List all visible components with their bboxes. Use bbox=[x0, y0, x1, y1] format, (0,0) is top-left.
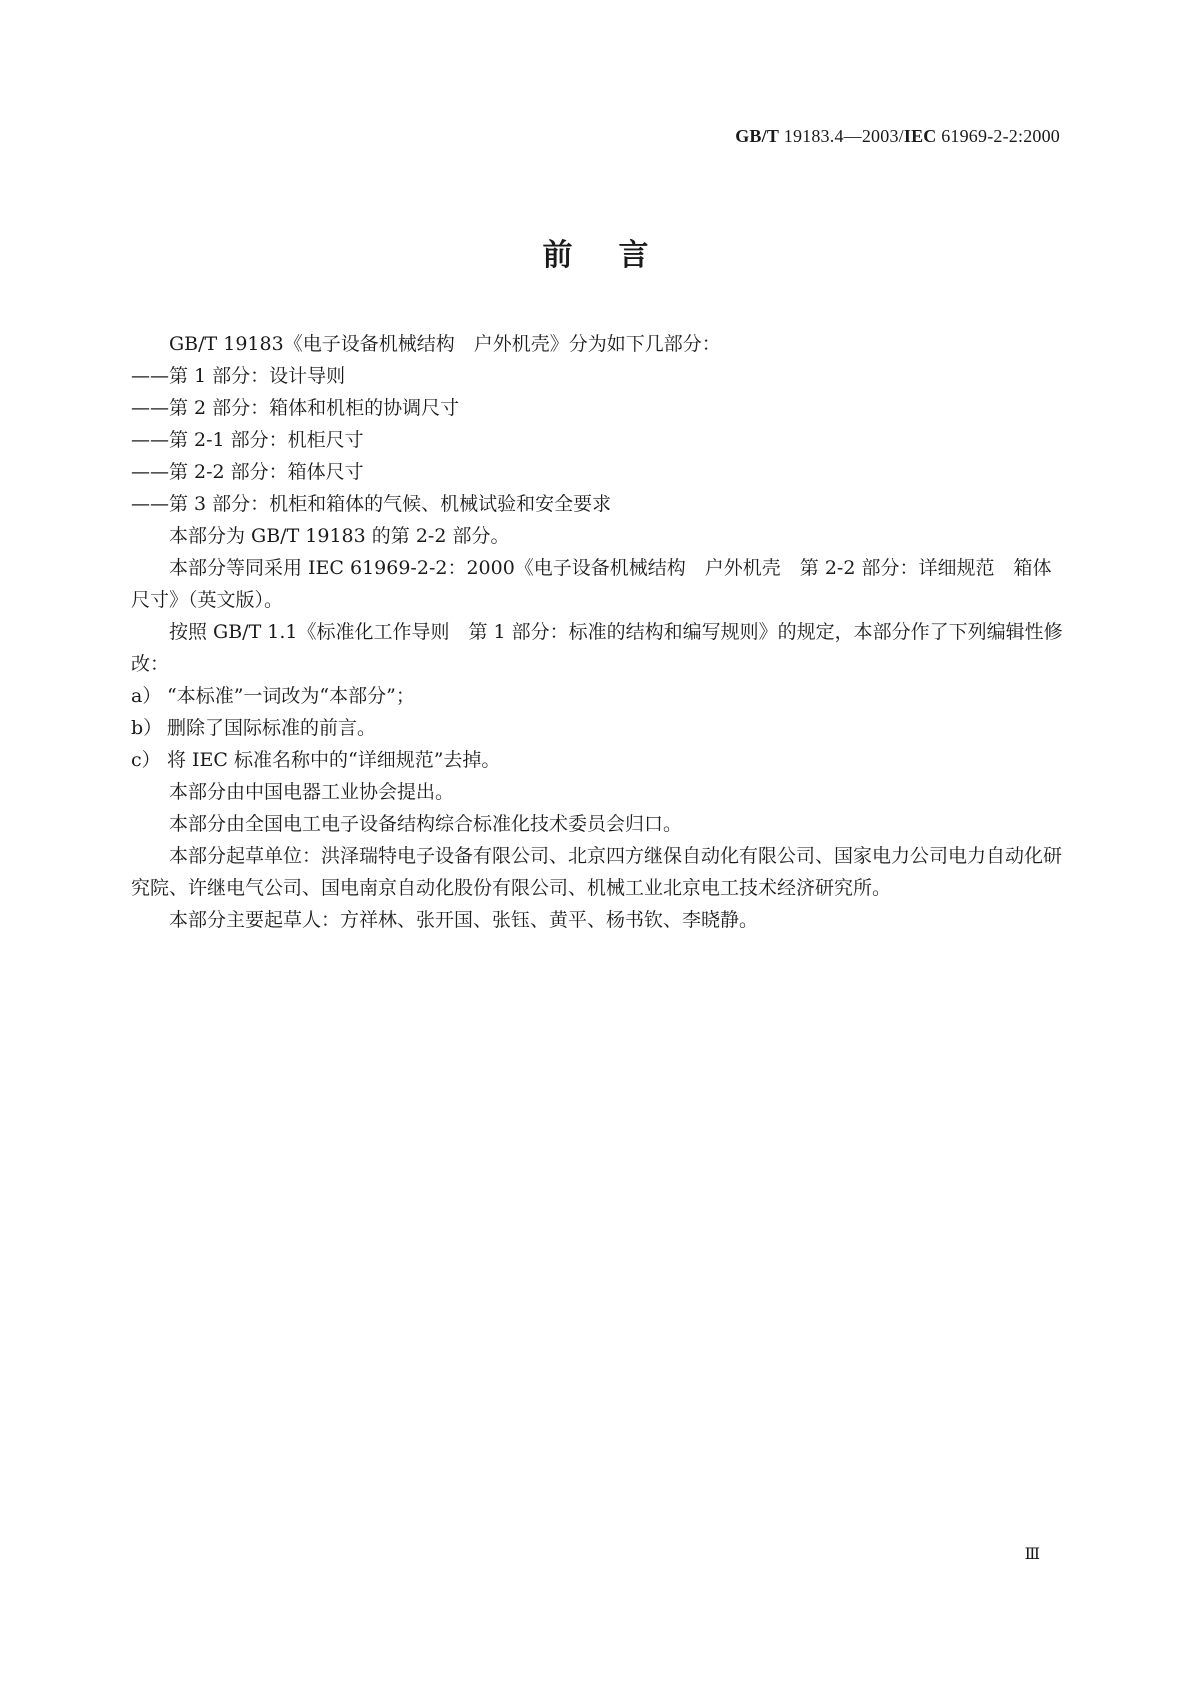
proposed-by-paragraph: 本部分由中国电器工业协会提出。 bbox=[169, 781, 455, 803]
list-marker: c） bbox=[131, 749, 161, 771]
managed-by-paragraph: 本部分由全国电工电子设备结构综合标准化技术委员会归口。 bbox=[169, 813, 683, 835]
change-list-item bbox=[131, 744, 1063, 776]
standard-code-number: 19183.4—2003/ bbox=[779, 126, 904, 146]
change-text: 删除了国际标准的前言。 bbox=[167, 717, 377, 739]
drafters-paragraph: 本部分主要起草人：方祥林、张开国、张钰、黄平、杨书钦、李晓静。 bbox=[169, 909, 759, 931]
part-list-item: ——第 2-2 部分：箱体尺寸 bbox=[131, 461, 364, 483]
change-list-item bbox=[131, 680, 1063, 712]
change-text: “本标准”一词改为“本部分”； bbox=[167, 685, 415, 707]
change-list-item bbox=[131, 712, 1063, 744]
page-number: Ⅲ bbox=[1024, 1546, 1040, 1563]
list-marker: b） bbox=[131, 717, 163, 739]
part-list-item: ——第 3 部分：机柜和箱体的气候、机械试验和安全要求 bbox=[131, 493, 612, 515]
preface-body bbox=[131, 328, 1063, 936]
drafting-units-paragraph: 本部分起草单位：洪泽瑞特电子设备有限公司、北京四方继保自动化有限公司、国家电力公司电力自动化研究院、许继电气公司、国电南京自动化股份有限公司、机械工业北京电工技术经济研究所。 bbox=[131, 845, 1063, 899]
intro-paragraph: GB/T 19183《电子设备机械结构 户外机壳》分为如下几部分： bbox=[169, 333, 721, 355]
part-list-item: ——第 1 部分：设计导则 bbox=[131, 365, 346, 387]
part-of-paragraph: 本部分为 GB/T 19183 的第 2-2 部分。 bbox=[169, 525, 510, 547]
standard-code-iec-number: 61969-2-2:2000 bbox=[936, 126, 1060, 146]
standard-code-prefix: GB/T bbox=[735, 126, 780, 146]
editorial-changes-paragraph: 按照 GB/T 1.1《标准化工作导则 第 1 部分：标准的结构和编写规则》的规定，本部分作了下列编辑性修改： bbox=[131, 621, 1063, 675]
standard-code-iec: IEC bbox=[903, 126, 937, 146]
part-list-item: ——第 2 部分：箱体和机柜的协调尺寸 bbox=[131, 397, 460, 419]
equivalence-paragraph: 本部分等同采用 IEC 61969-2-2：2000《电子设备机械结构 户外机壳 第 2-2 部分：详细规范 箱体尺寸》（英文版）。 bbox=[131, 557, 1052, 611]
page-title: 前言 bbox=[542, 238, 695, 273]
change-text: 将 IEC 标准名称中的“详细规范”去掉。 bbox=[167, 749, 501, 771]
list-marker: a） bbox=[131, 685, 162, 707]
standard-code-header bbox=[735, 126, 1060, 147]
part-list-item: ——第 2-1 部分：机柜尺寸 bbox=[131, 429, 364, 451]
